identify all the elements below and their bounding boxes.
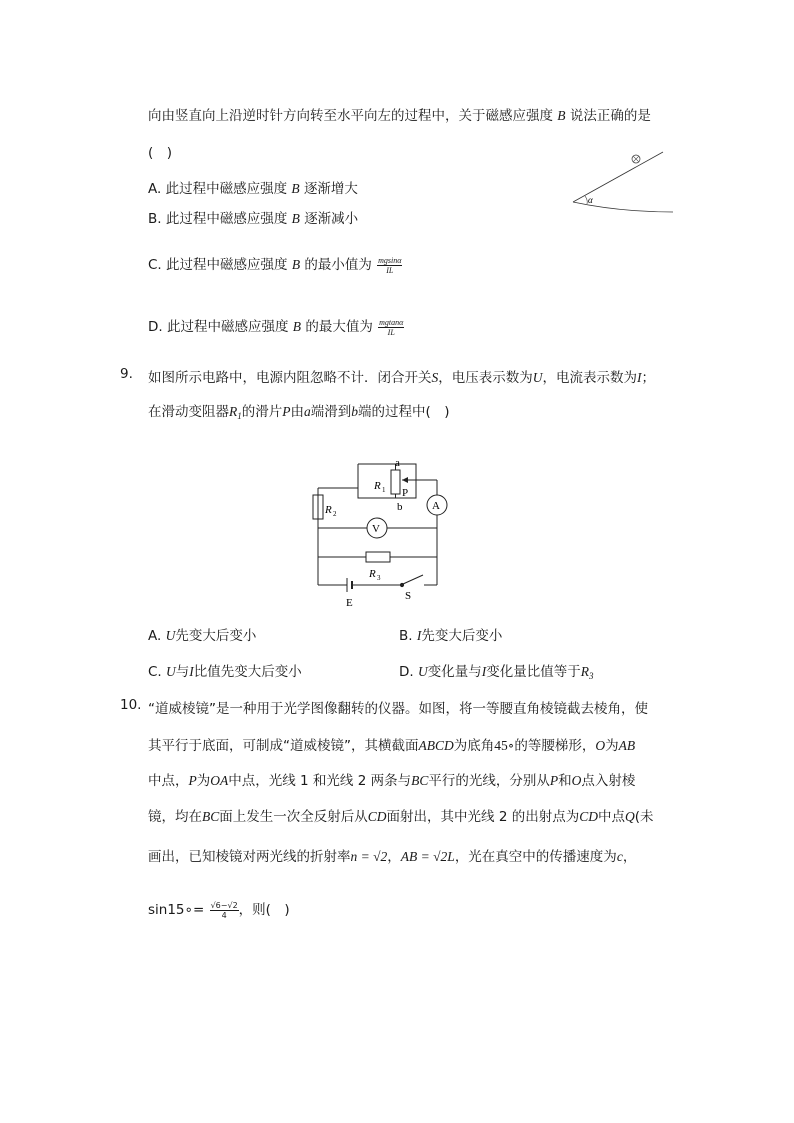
q9-option-c-i: I [189, 664, 194, 679]
q8-option-a-tail: 逐渐增大 [303, 181, 358, 197]
q8-stem-tail: 说法正确的是 [569, 108, 651, 124]
q10-l2-o: O [595, 738, 606, 753]
q8-option-b-text: B. 此过程中磁感应强度 [148, 211, 288, 227]
q9-text-3: ，电流表示数为 [542, 370, 637, 386]
q10-l2-t3: 的等腰梯形， [514, 738, 596, 754]
q9-option-b-var: I [416, 628, 422, 643]
q8-option-c [148, 253, 402, 275]
q9-number: 9. [120, 366, 133, 382]
q10-l3-t3: 中点，光线 1 和光线 2 两条与 [228, 773, 412, 789]
q10-l5-t4: ， [622, 849, 637, 865]
label-a: a [395, 457, 400, 469]
label-ammeter: A [432, 500, 440, 512]
q9-option-a-var: U [165, 628, 176, 643]
q9-option-d [399, 660, 593, 681]
q9-option-a-label: A. [148, 628, 166, 644]
q10-line3 [148, 769, 635, 789]
q8-option-a-text: A. 此过程中磁感应强度 [148, 181, 288, 197]
label-r3-sub: 3 [377, 574, 381, 582]
q10-l5-n: n = √2 [350, 849, 388, 864]
q10-l4-cd2: CD [579, 809, 598, 824]
angle-arc [585, 196, 587, 204]
q9-option-a-text: 先变大后变小 [175, 628, 257, 644]
q9-option-d-label: D. [399, 664, 418, 680]
q10-line2 [148, 734, 635, 754]
q10-line5 [148, 845, 636, 865]
q9-var-r-sub: 1 [237, 411, 242, 421]
q8-stem-line1 [148, 104, 651, 124]
q10-l2-ab: AB [618, 738, 636, 753]
q10-l3-o: O [571, 773, 582, 788]
q9-option-d-u: U [417, 664, 428, 679]
q9-var-s: S [431, 370, 439, 385]
q9-var-r: R [229, 404, 238, 419]
q9-option-d-r-sub: 3 [588, 671, 594, 681]
q8-option-d-text: D. 此过程中磁感应强度 [148, 319, 289, 335]
label-r2: R [325, 504, 332, 516]
q8-option-d-var: B [292, 319, 302, 334]
q9-option-b-label: B. [399, 628, 417, 644]
q10-line6 [148, 898, 290, 920]
q8-option-d-numerator: mgtanα [379, 317, 404, 327]
q9-option-b [399, 624, 502, 644]
q8-option-d-mid: 的最大值为 [305, 319, 373, 335]
q9-text-5: 在滑动变阻器 [148, 404, 229, 420]
q10-number: 10. [120, 697, 142, 713]
q9-option-b-text: 先变大后变小 [421, 628, 503, 644]
q9-option-d-text1: 变化量与 [427, 664, 482, 680]
alpha-label: α [588, 195, 593, 205]
q8-stem-var-b: B [557, 108, 566, 123]
q10-l2-45deg: 45∘ [494, 738, 515, 753]
q8-option-d [148, 315, 404, 337]
q8-stem-text: 向由竖直向上沿逆时针方向转至水平向左的过程中，关于磁感应强度 [148, 108, 553, 124]
q10-l3-t2: 为 [196, 773, 211, 789]
q8-option-c-fraction [377, 256, 402, 275]
r1-resistor [391, 470, 400, 494]
q10-l4-t3: 面射出，其中光线 2 的出射点为 [386, 809, 580, 825]
q9-var-i: I [637, 370, 642, 385]
q9-var-p: P [282, 404, 291, 419]
q8-option-a-var: B [291, 181, 300, 196]
q9-stem-line2 [148, 400, 450, 421]
label-p: P [402, 487, 409, 499]
q10-l4-bc: BC [202, 809, 220, 824]
q8-option-d-fraction [378, 318, 404, 337]
q10-l6-numerator: √6−√2 [210, 900, 238, 910]
q10-l3-t1: 中点， [148, 773, 189, 789]
q9-text-8: 端滑到 [310, 404, 352, 420]
q8-option-b-tail: 逐渐减小 [304, 211, 359, 227]
q10-l3-t4: 平行的光线，分别从 [428, 773, 550, 789]
q9-option-d-i: I [481, 664, 487, 679]
q8-option-a [148, 177, 358, 197]
q10-l2-t1: 其平行于底面，可制成“道威棱镜”，其横截面 [148, 738, 419, 754]
q9-option-d-text2: 变化量比值等于 [486, 664, 581, 680]
q10-l5-t3: ，光在真空中的传播速度为 [454, 849, 617, 865]
label-r2-sub: 2 [333, 510, 337, 518]
q8-incline-figure [565, 140, 680, 220]
label-r1-sub: 1 [382, 486, 386, 494]
q10-l4-t2: 面上发生一次全反射后从 [219, 809, 368, 825]
q8-option-b [148, 207, 358, 227]
q8-option-d-denominator: IL [387, 327, 395, 337]
q9-option-c [148, 660, 302, 680]
q9-text-2: ，电压表示数为 [438, 370, 533, 386]
q9-var-a: a [304, 404, 311, 419]
q8-option-c-numerator: mgsinα [378, 255, 402, 265]
q9-text-1: 如图所示电路中，电源内阻忽略不计．闭合开关 [148, 370, 432, 386]
q8-option-c-text: C. 此过程中磁感应强度 [148, 257, 288, 273]
q10-l4-t4: 中点 [597, 809, 625, 825]
q10-l3-p2: P [549, 773, 559, 788]
q10-l5-c: c [616, 849, 623, 864]
incline-rail [573, 152, 663, 202]
q10-line4 [148, 805, 654, 825]
label-b: b [397, 501, 403, 513]
q9-option-c-label: C. [148, 664, 167, 680]
q10-l4-q: Q [624, 809, 635, 824]
q9-text-9: 端的过程中( ) [358, 404, 450, 420]
q10-l6-fraction [210, 901, 239, 920]
q10-l3-t5: 和 [558, 773, 572, 789]
q10-l2-t2: 为底角 [453, 738, 495, 754]
q9-var-u: U [532, 370, 543, 385]
q8-option-c-var: B [291, 257, 301, 272]
q9-option-a [148, 624, 256, 644]
q9-text-6: 的滑片 [241, 404, 283, 420]
q9-option-c-and: 与 [175, 664, 190, 680]
q10-l3-bc: BC [411, 773, 429, 788]
q10-l3-t6: 点入射棱 [581, 773, 636, 789]
q10-l3-p: P [188, 773, 197, 788]
q10-l6-denominator: 4 [221, 910, 227, 920]
q10-l4-t1: 镜，均在 [148, 809, 202, 825]
r3-resistor [366, 552, 390, 562]
q10-l4-cd: CD [367, 809, 387, 824]
q10-l6-tail: ，则( ) [238, 902, 290, 918]
q10-l5-ab: AB = √2L [400, 849, 455, 864]
label-r3: R [369, 568, 376, 580]
q8-option-b-var: B [291, 211, 300, 226]
q10-l4-t5: (未 [634, 809, 654, 825]
q8-option-c-denominator: IL [386, 265, 394, 275]
q9-option-d-r: R [580, 664, 589, 679]
q10-l5-t2: ， [387, 849, 401, 865]
q8-option-c-mid: 的最小值为 [304, 257, 372, 273]
q9-circuit-diagram [300, 450, 460, 610]
q9-var-b: b [351, 404, 358, 419]
switch-blade [403, 575, 423, 584]
label-s: S [405, 590, 412, 602]
q10-l2-t4: 为 [605, 738, 619, 754]
q9-stem-line1 [148, 366, 655, 386]
q10-l3-oa: OA [210, 773, 229, 788]
q10-line1: “道威棱镜”是一种用于光学图像翻转的仪器。如图，将一等腰直角棱镜截去棱角，使 [148, 701, 648, 717]
q10-l5-t1: 画出，已知棱镜对两光线的折射率 [148, 849, 351, 865]
q9-text-7: 由 [290, 404, 304, 420]
q10-l2-abcd: ABCD [418, 738, 454, 753]
q9-text-4: ； [641, 370, 655, 386]
q9-option-c-text: 比值先变大后变小 [193, 664, 302, 680]
q8-answer-paren: ( ) [148, 145, 173, 161]
q9-option-c-u: U [166, 664, 176, 679]
label-voltmeter: V [372, 523, 380, 535]
q10-l6-sin15: sin15∘= [148, 902, 205, 918]
label-e: E [346, 597, 353, 609]
slider-arrowhead [402, 477, 408, 483]
label-r1: R [374, 480, 381, 492]
